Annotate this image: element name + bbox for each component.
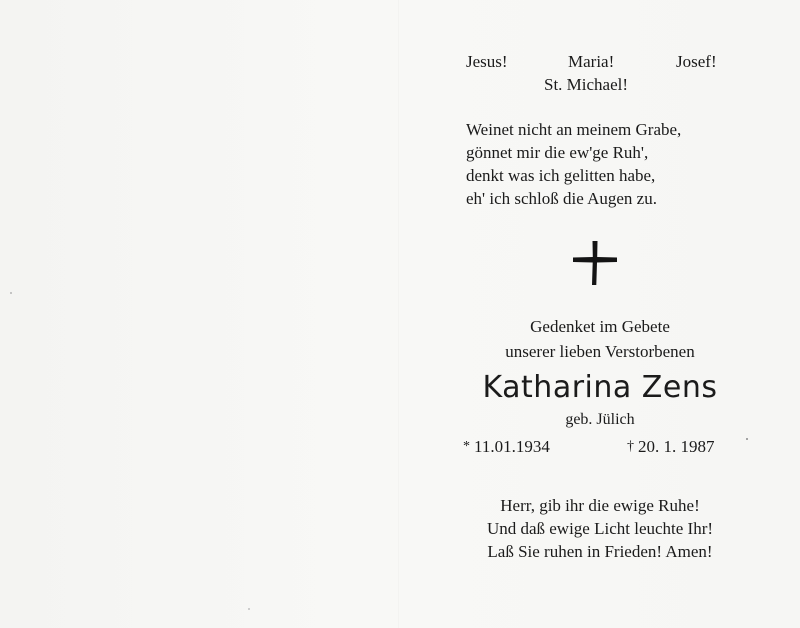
invocation-michael: St. Michael! [544, 75, 629, 94]
invocation [440, 52, 760, 100]
birth-date: 11.01.1934 [474, 437, 550, 456]
birth-date-group [463, 437, 550, 457]
invocation-josef: Josef! [676, 52, 717, 71]
remembrance-line-2: unserer lieben Verstorbenen [505, 342, 695, 361]
poem-line: denkt was ich gelitten habe, [466, 166, 656, 185]
closing-prayer [440, 494, 760, 563]
birth-symbol: * [463, 439, 470, 454]
prayer-line: Herr, gib ihr die ewige Ruhe! [500, 496, 700, 515]
card-fold [398, 0, 399, 628]
poem-line: eh' ich schloß die Augen zu. [466, 189, 657, 208]
prayer-line: Laß Sie ruhen in Frieden! Amen! [487, 542, 713, 561]
poem-line: gönnet mir die ew'ge Ruh', [466, 143, 649, 162]
death-symbol: † [627, 439, 634, 454]
poem-line: Weinet nicht an meinem Grabe, [466, 120, 682, 139]
paper-speck [248, 608, 250, 610]
death-date-group [627, 437, 715, 457]
invocation-maria: Maria! [568, 52, 615, 71]
remembrance-text [440, 314, 760, 364]
paper-speck [746, 438, 748, 440]
invocation-jesus: Jesus! [466, 52, 508, 71]
deceased-name: Katharina Zens [482, 370, 718, 405]
invocation-row [440, 52, 760, 94]
paper-speck [10, 292, 12, 294]
prayer-line: Und daß ewige Licht leuchte Ihr! [486, 519, 714, 538]
latin-cross-icon [572, 240, 618, 286]
remembrance-line-1: Gedenket im Gebete [530, 317, 670, 336]
poem [466, 118, 766, 210]
maiden-name: geb. Jülich [565, 411, 635, 428]
life-dates [463, 437, 733, 459]
death-date: 20. 1. 1987 [638, 437, 715, 456]
